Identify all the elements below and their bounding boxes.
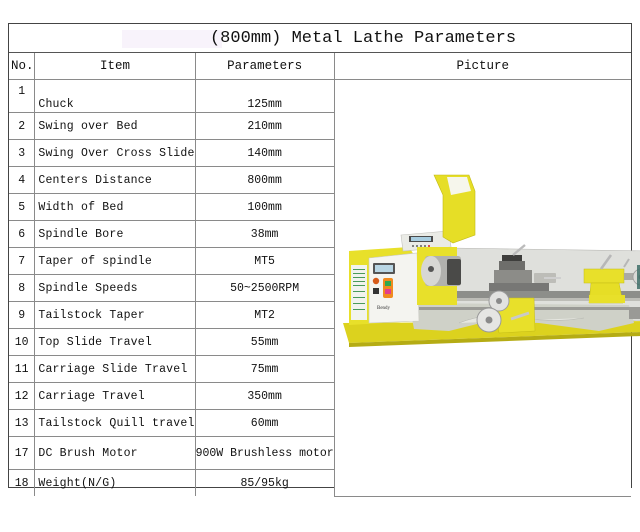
row-no: 11	[9, 356, 35, 383]
row-item: Carriage Slide Travel	[35, 356, 195, 383]
row-item: Spindle Speeds	[35, 275, 195, 302]
row-no: 13	[9, 410, 35, 437]
row-item: Tailstock Taper	[35, 302, 195, 329]
row-item: Width of Bed	[35, 194, 195, 221]
row-item: Carriage Travel	[35, 383, 195, 410]
row-value: 38mm	[195, 221, 334, 248]
row-value: 140mm	[195, 140, 334, 167]
row-value: 60mm	[195, 410, 334, 437]
header-row	[9, 53, 631, 80]
row-value: 800mm	[195, 167, 334, 194]
row-no: 18	[9, 470, 35, 497]
header-item: Item	[35, 53, 195, 80]
page-title	[9, 24, 631, 53]
row-value: 85/95kg	[195, 470, 334, 497]
row-item: Taper of spindle	[35, 248, 195, 275]
row-no: 12	[9, 383, 35, 410]
row-no: 5	[9, 194, 35, 221]
row-no: 10	[9, 329, 35, 356]
row-item: Swing over Bed	[35, 113, 195, 140]
row-value: MT5	[195, 248, 334, 275]
row-no: 1	[9, 80, 35, 113]
row-item: Weight(N/G)	[35, 470, 195, 497]
row-value: 125mm	[195, 80, 334, 113]
row-value: 350mm	[195, 383, 334, 410]
svg-text:Bendy: Bendy	[376, 306, 390, 311]
row-value: 100mm	[195, 194, 334, 221]
picture-cell	[334, 80, 631, 497]
header-no: No.	[9, 53, 35, 80]
row-no: 7	[9, 248, 35, 275]
row-no: 4	[9, 167, 35, 194]
row-value: 900W Brushless motor	[195, 437, 334, 470]
row-item: Tailstock Quill travel	[35, 410, 195, 437]
row-item: Centers Distance	[35, 167, 195, 194]
row-item: Top Slide Travel	[35, 329, 195, 356]
row-value: MT2	[195, 302, 334, 329]
row-no: 6	[9, 221, 35, 248]
row-no: 8	[9, 275, 35, 302]
table-row	[9, 80, 631, 113]
row-value: 210mm	[195, 113, 334, 140]
row-value: 55mm	[195, 329, 334, 356]
page-title-text: (800mm) Metal Lathe Parameters	[209, 29, 517, 48]
row-item: Chuck	[35, 80, 195, 113]
row-value: 75mm	[195, 356, 334, 383]
parameters-sheet	[8, 23, 632, 488]
row-item: DC Brush Motor	[35, 437, 195, 470]
header-parameters: Parameters	[195, 53, 334, 80]
row-item: Swing Over Cross Slide	[35, 140, 195, 167]
row-no: 2	[9, 113, 35, 140]
row-value: 50~2500RPM	[195, 275, 334, 302]
row-no: 3	[9, 140, 35, 167]
lathe-image	[339, 173, 640, 353]
row-item: Spindle Bore	[35, 221, 195, 248]
row-no: 9	[9, 302, 35, 329]
parameters-table	[9, 53, 631, 497]
header-picture: Picture	[334, 53, 631, 80]
title-row	[9, 24, 631, 53]
row-no: 17	[9, 437, 35, 470]
